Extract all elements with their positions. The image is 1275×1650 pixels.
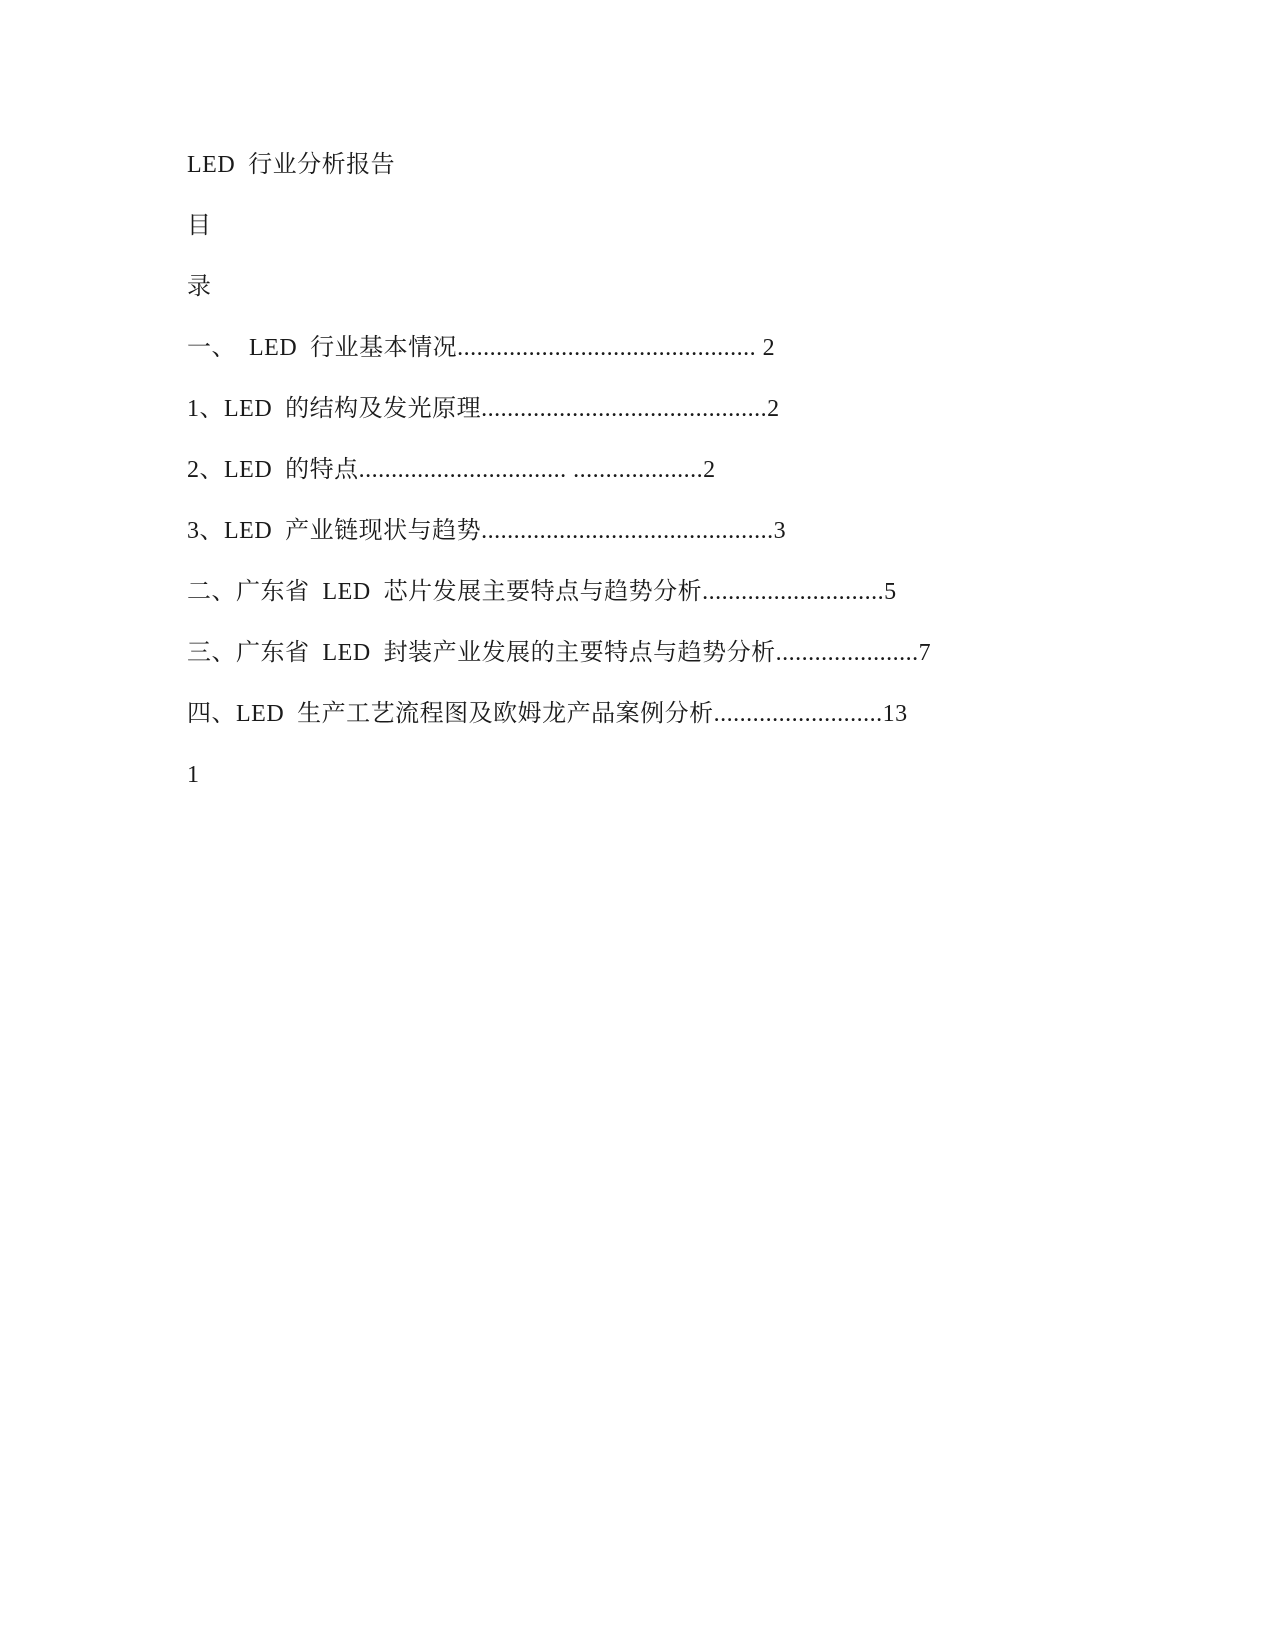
toc-entry-1-3[interactable]: 3、LED 产业链现状与趋势.............................................3 [187,518,787,544]
toc-entry-4[interactable]: 四、LED 生产工艺流程图及欧姆龙产品案例分析..........................13 [187,701,908,727]
toc-entry-1-1[interactable]: 1、LED 的结构及发光原理............................................2 [187,396,780,422]
toc-entry-1[interactable]: 一、 LED 行业基本情况.............................................. 2 [187,335,776,361]
page-number: 1 [187,762,200,788]
toc-heading-part1: 目 [187,213,212,239]
document-title: LED 行业分析报告 [187,152,396,178]
toc-entry-1-2[interactable]: 2、LED 的特点................................ ....................2 [187,457,716,483]
toc-entry-2[interactable]: 二、广东省 LED 芯片发展主要特点与趋势分析............................5 [187,579,897,605]
toc-entry-3[interactable]: 三、广东省 LED 封装产业发展的主要特点与趋势分析......................7 [187,640,932,666]
toc-heading-part2: 录 [187,274,212,300]
